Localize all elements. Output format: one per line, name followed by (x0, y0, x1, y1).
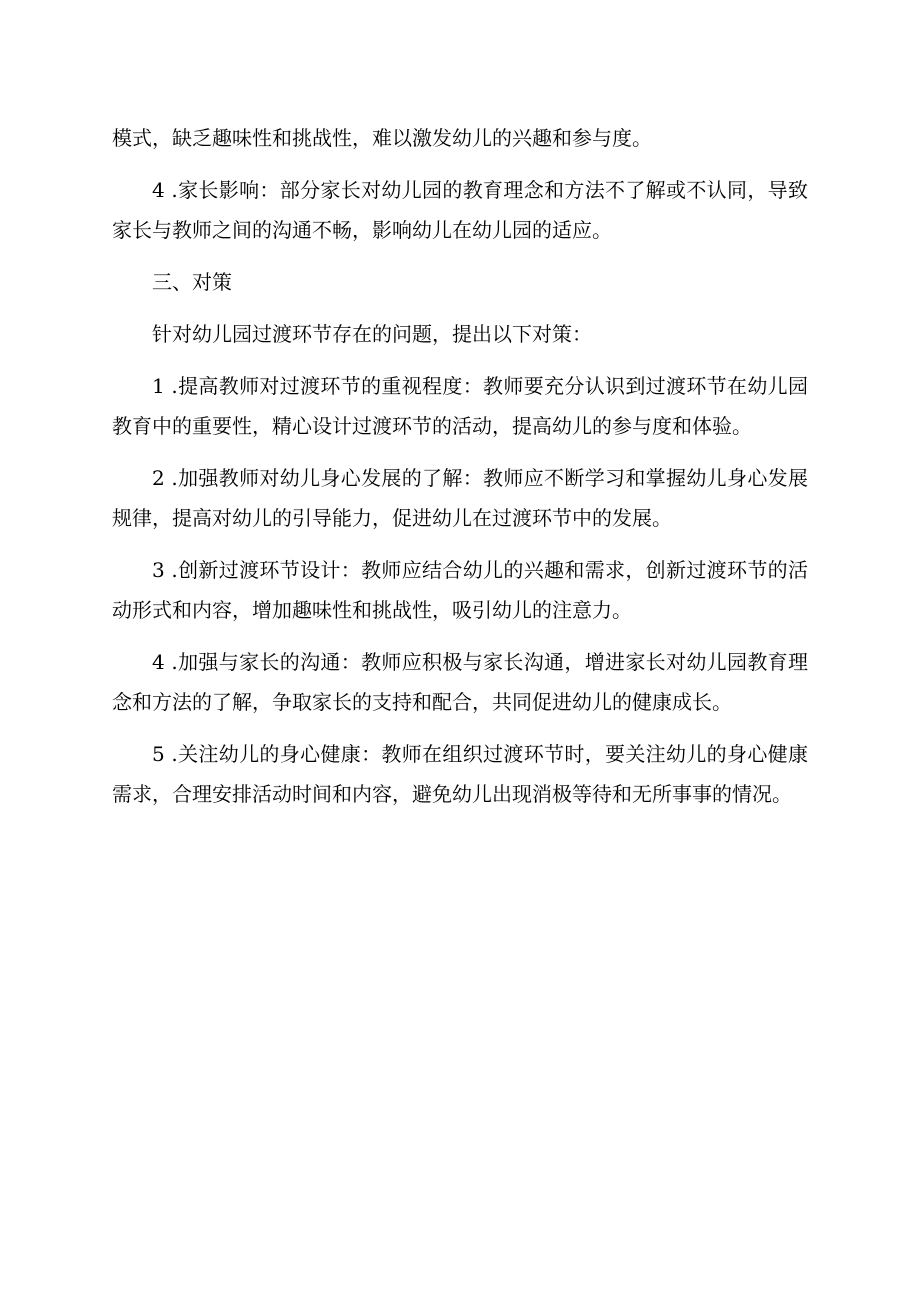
paragraph-item-5: 5 .关注幼儿的身心健康：教师在组织过渡环节时，要关注幼儿的身心健康需求，合理安排活动时间和内容，避免幼儿出现消极等待和无所事事的情况。 (112, 742, 808, 806)
paragraph-continuation: 模式，缺乏趣味性和挑战性，难以激发幼儿的兴趣和参与度。 (112, 126, 652, 150)
section-heading-countermeasures: 三、对策 (152, 270, 232, 294)
paragraph-item-2: 2 .加强教师对幼儿身心发展的了解：教师应不断学习和掌握幼儿身心发展规律，提高对幼儿的引导能力，促进幼儿在过渡环节中的发展。 (112, 466, 808, 530)
paragraph-item-1: 1 .提高教师对过渡环节的重视程度：教师要充分认识到过渡环节在幼儿园教育中的重要性，精心设计过渡环节的活动，提高幼儿的参与度和体验。 (112, 374, 808, 438)
paragraph-item-4: 4 .加强与家长的沟通：教师应积极与家长沟通，增进家长对幼儿园教育理念和方法的了解，争取家长的支持和配合，共同促进幼儿的健康成长。 (112, 650, 808, 714)
document-body (112, 118, 808, 826)
paragraph-parent-influence: 4 .家长影响：部分家长对幼儿园的教育理念和方法不了解或不认同，导致家长与教师之间的沟通不畅，影响幼儿在幼儿园的适应。 (112, 178, 808, 242)
paragraph-item-3: 3 .创新过渡环节设计：教师应结合幼儿的兴趣和需求，创新过渡环节的活动形式和内容，增加趣味性和挑战性，吸引幼儿的注意力。 (112, 558, 808, 622)
paragraph-intro: 针对幼儿园过渡环节存在的问题，提出以下对策： (152, 322, 592, 346)
